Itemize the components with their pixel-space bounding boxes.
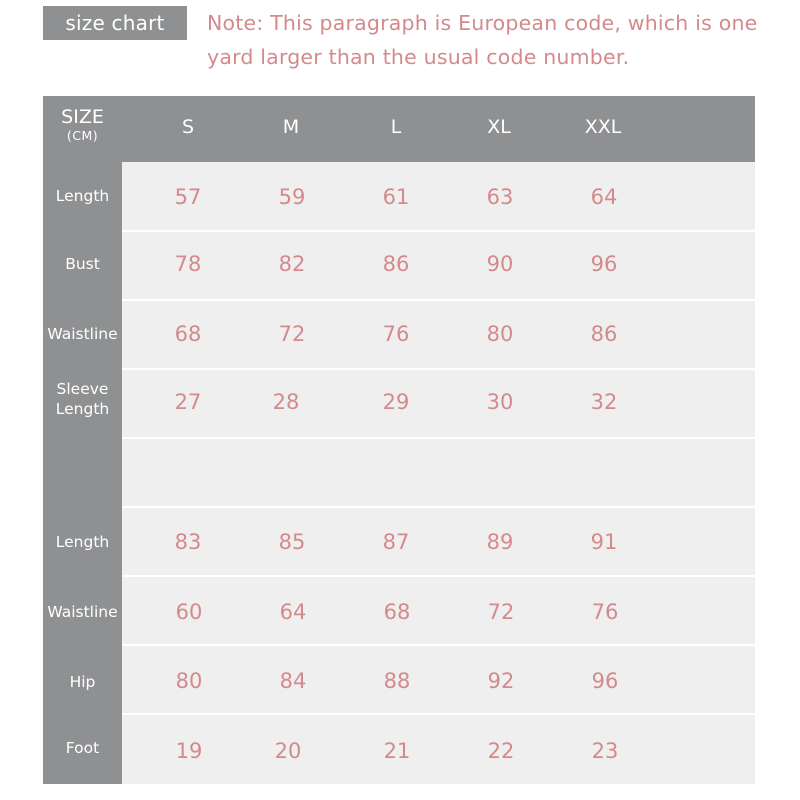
table-cell: 68 <box>174 322 202 346</box>
table-cell: 64 <box>590 185 618 209</box>
column-header-xl: XL <box>487 116 511 138</box>
row-label: Hip <box>69 673 96 691</box>
table-cell: 86 <box>382 252 410 276</box>
table-cell: 90 <box>486 252 514 276</box>
table-cell: 86 <box>590 322 618 346</box>
table-cell: 85 <box>278 530 306 554</box>
row-label: Foot <box>65 739 100 757</box>
table-cell: 27 <box>174 390 202 414</box>
table-cell: 84 <box>279 669 307 693</box>
table-cell: 29 <box>382 390 410 414</box>
table-cell: 87 <box>382 530 410 554</box>
row-label: Bust <box>65 255 100 273</box>
table-cell: 76 <box>382 322 410 346</box>
size-title: SIZE <box>61 106 104 128</box>
table-cell: 61 <box>382 185 410 209</box>
table-cell: 28 <box>272 390 300 414</box>
table-cell: 21 <box>383 739 411 763</box>
table-cell: 92 <box>487 669 515 693</box>
column-header-xxl: XXL <box>584 116 622 138</box>
row-label: Waistline <box>47 325 118 343</box>
table-cell: 64 <box>279 600 307 624</box>
table-cell: 30 <box>486 390 514 414</box>
column-header-l: L <box>390 116 402 138</box>
table-cell: 83 <box>174 530 202 554</box>
table-cell: 76 <box>591 600 619 624</box>
table-cell: 88 <box>383 669 411 693</box>
table-cell: 80 <box>175 669 203 693</box>
table-cell: 68 <box>383 600 411 624</box>
row-label-line2: Length <box>55 400 110 418</box>
row-label: Length <box>55 533 110 551</box>
unit-label: (CM) <box>66 128 99 143</box>
row-label: Length <box>55 187 110 205</box>
table-cell: 96 <box>590 252 618 276</box>
table-cell: 72 <box>487 600 515 624</box>
table-cell: 22 <box>487 739 515 763</box>
table-cell: 23 <box>591 739 619 763</box>
table-cell: 63 <box>486 185 514 209</box>
row-label: Waistline <box>47 603 118 621</box>
table-header <box>43 96 755 162</box>
table-cell: 60 <box>175 600 203 624</box>
table-row-empty <box>122 437 755 507</box>
table-cell: 82 <box>278 252 306 276</box>
column-header-m: M <box>282 116 300 138</box>
column-header-s: S <box>181 116 195 138</box>
table-cell: 78 <box>174 252 202 276</box>
table-cell: 91 <box>590 530 618 554</box>
table-cell: 96 <box>591 669 619 693</box>
table-cell: 89 <box>486 530 514 554</box>
table-cell: 20 <box>274 739 302 763</box>
table-cell: 32 <box>590 390 618 414</box>
table-cell: 57 <box>174 185 202 209</box>
table-cell: 80 <box>486 322 514 346</box>
size-table <box>43 96 755 784</box>
table-cell: 59 <box>278 185 306 209</box>
table-cell: 72 <box>278 322 306 346</box>
row-label-line1: Sleeve <box>56 380 109 398</box>
table-cell: 19 <box>175 739 203 763</box>
sizing-note: Note: This paragraph is European code, which is one yard larger than the usual code number. <box>207 11 758 69</box>
size-chart-tag: size chart <box>43 6 187 40</box>
size-unit-header <box>43 106 122 144</box>
